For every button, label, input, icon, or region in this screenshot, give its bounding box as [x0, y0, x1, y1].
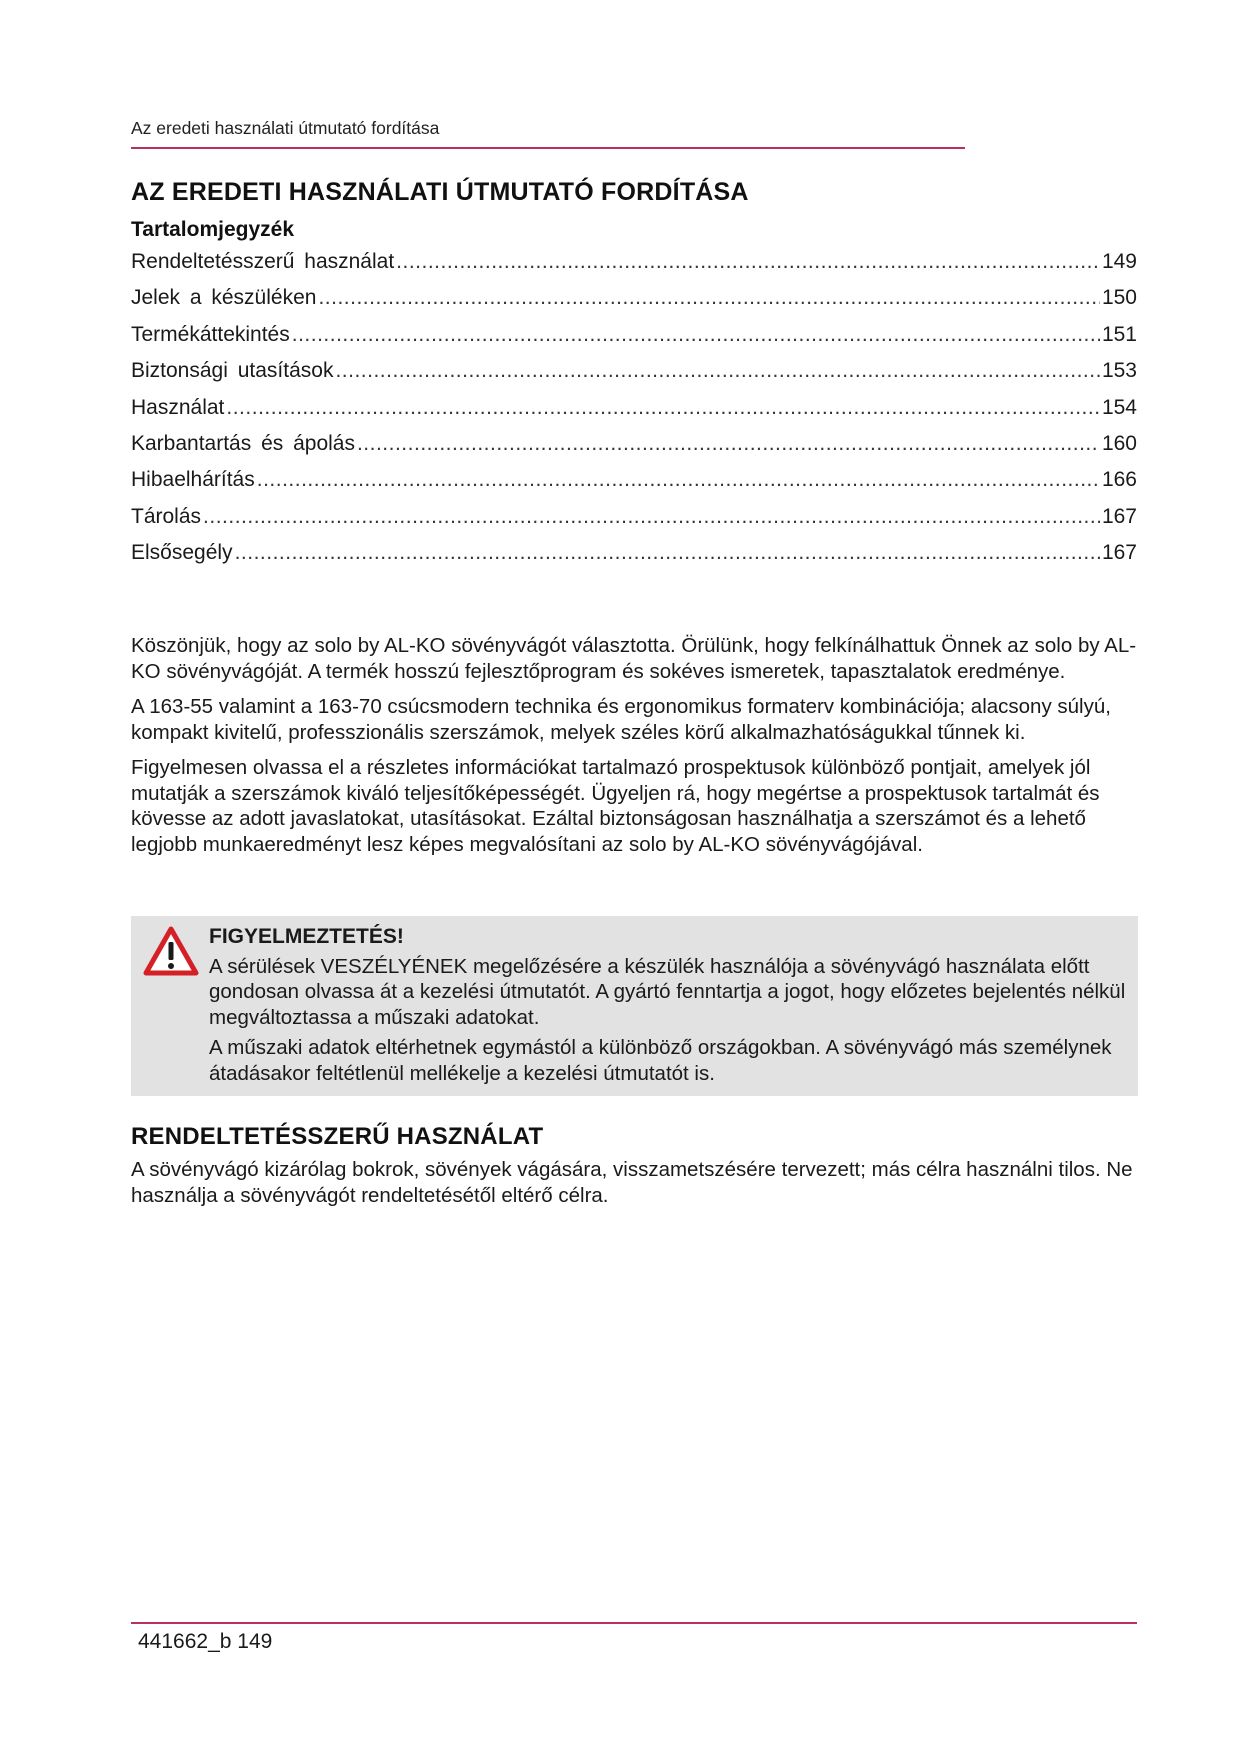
- toc-entry-page: 150: [1101, 286, 1137, 310]
- footer-page-number: 441662_b 149: [138, 1630, 273, 1653]
- toc-leader-dots: [235, 541, 1100, 565]
- toc-entry-label: Hibaelhárítás: [131, 468, 255, 492]
- toc-entry[interactable]: [131, 250, 1137, 286]
- intro-paragraph: Köszönjük, hogy az solo by AL-KO sövényvágót választotta. Örülünk, hogy felkínálhattuk Önnek az solo by AL-KO sövényvágóját. A termék hosszú fejlesztőprogram és sokéves ismeretek, tapasztalatok eredménye.: [131, 634, 1137, 683]
- toc-entry[interactable]: [131, 359, 1137, 395]
- section-body: A sövényvágó kizárólag bokrok, sövények vágására, visszametszésére tervezett; más célra használni tilos. Ne használja a sövényvágót rendeltetésétől eltérő célra.: [131, 1158, 1133, 1207]
- warning-paragraph: A sérülések VESZÉLYÉNEK megelőzésére a készülék használója a sövényvágó használata előtt gondosan olvassa át a kezelési útmutatót. A gyártó fenntartja a jogot, hogy előzetes bejelentés nélkül megváltoztassa a műszaki adatokat.: [209, 954, 1126, 1029]
- intro-paragraph: A 163-55 valamint a 163-70 csúcsmodern technika és ergonomikus formaterv kombinációja; alacsony súlyú, kompakt kivitelű, professzionális szerszámok, melyek széles körű alkalmazhatóságukkal tűnnek ki.: [131, 695, 1111, 744]
- toc-entry-label: Biztonsági utasítások: [131, 359, 334, 383]
- toc-leader-dots: [318, 286, 1100, 310]
- warning-box: [131, 916, 1138, 1096]
- toc-entry[interactable]: [131, 286, 1137, 322]
- table-of-contents: [131, 250, 1137, 578]
- toc-entry[interactable]: [131, 432, 1137, 468]
- toc-leader-dots: [257, 468, 1100, 492]
- toc-leader-dots: [292, 323, 1100, 347]
- toc-leader-dots: [335, 359, 1100, 383]
- toc-title: Tartalomjegyzék: [131, 218, 295, 241]
- section-heading: RENDELTETÉSSZERŰ HASZNÁLAT: [131, 1123, 544, 1150]
- toc-entry[interactable]: [131, 505, 1137, 541]
- warning-content: [209, 924, 1134, 1091]
- toc-leader-dots: [226, 396, 1100, 420]
- toc-entry[interactable]: [131, 396, 1137, 432]
- toc-entry-label: Használat: [131, 395, 225, 419]
- toc-leader-dots: [396, 250, 1100, 274]
- toc-entry[interactable]: [131, 541, 1137, 577]
- toc-entry-page: 149: [1101, 250, 1137, 273]
- toc-entry-label: Tárolás: [131, 504, 202, 528]
- toc-entry-label: Termékáttekintés: [131, 322, 290, 346]
- warning-triangle-icon: [143, 926, 199, 976]
- toc-entry-label: Jelek a készüléken: [131, 286, 317, 310]
- toc-entry-page: 160: [1101, 431, 1137, 455]
- toc-entry-page: 167: [1101, 541, 1137, 565]
- toc-leader-dots: [203, 505, 1100, 529]
- running-header: Az eredeti használati útmutató fordítása: [131, 118, 440, 138]
- toc-entry-page: 151: [1101, 322, 1137, 346]
- intro-text: [131, 633, 1151, 867]
- warning-heading: FIGYELMEZTETÉS!: [209, 925, 404, 948]
- toc-entry[interactable]: [131, 323, 1137, 359]
- toc-entry[interactable]: [131, 468, 1137, 504]
- intro-paragraph: Figyelmesen olvassa el a részletes információkat tartalmazó prospektusok különböző pontjait, amelyek jól mutatják a szerszámok kiváló teljesítőképességét. Ügyeljen rá, hogy megértse a prospektusok tartalmát és kövesse az adott javaslatokat, utasításokat. Ezáltal biztonságosan használhatja a szerszámot és a lehető legjobb munkaeredményt lesz képes megvalósítani az solo by AL-KO sövényvágójával.: [131, 756, 1100, 856]
- toc-entry-label: Karbantartás és ápolás: [131, 431, 355, 455]
- warning-paragraph: A műszaki adatok eltérhetnek egymástól a különböző országokban. A sövényvágó más személynek átadásakor feltétlenül mellékelje a kezelési útmutatót is.: [209, 1036, 1112, 1085]
- header-rule: [131, 147, 965, 149]
- toc-leader-dots: [357, 432, 1100, 456]
- toc-entry-label: Elsősegély: [131, 541, 233, 565]
- toc-entry-page: 153: [1101, 359, 1137, 383]
- toc-entry-page: 166: [1101, 468, 1137, 492]
- toc-entry-label: Rendeltetésszerű használat: [131, 250, 395, 273]
- toc-entry-page: 167: [1101, 504, 1137, 528]
- toc-entry-page: 154: [1101, 395, 1137, 419]
- footer-rule: [131, 1622, 1137, 1624]
- document-title: AZ EREDETI HASZNÁLATI ÚTMUTATÓ FORDÍTÁSA: [131, 178, 749, 206]
